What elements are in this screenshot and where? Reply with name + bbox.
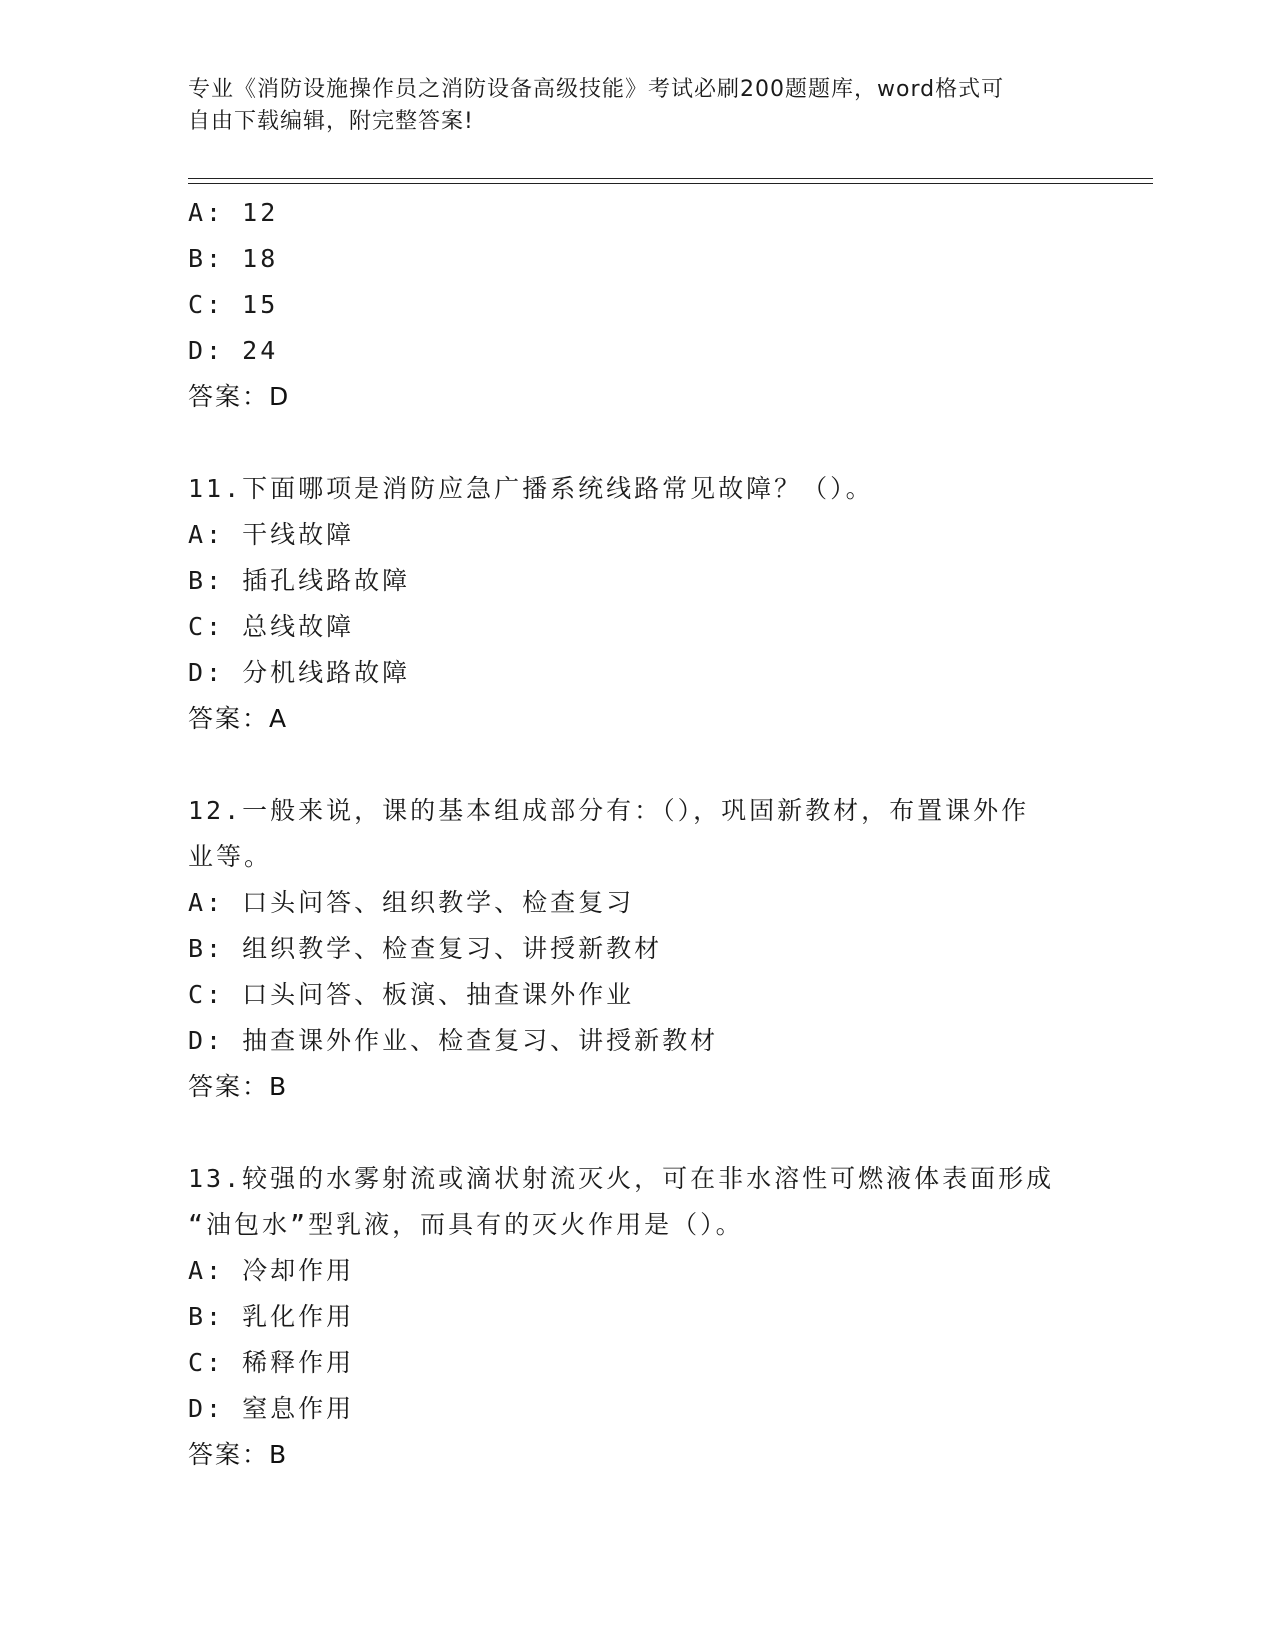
header-divider-top <box>188 178 1153 179</box>
question-text-line-1: 13.较强的水雾射流或滴状射流灭火，可在非水溶性可燃液体表面形成 <box>188 1164 1055 1193</box>
spacer <box>188 420 1088 466</box>
option-a: A: 冷却作用 <box>188 1256 355 1285</box>
option-d: D: 分机线路故障 <box>188 658 411 687</box>
answer: 答案：B <box>188 1440 289 1469</box>
option-a: A: 干线故障 <box>188 520 355 549</box>
option-b: B: 插孔线路故障 <box>188 566 411 595</box>
option-c: C: 15 <box>188 290 279 319</box>
option-b: B: 18 <box>188 244 279 273</box>
document-header <box>188 74 1088 138</box>
option-c: C: 口头问答、板演、抽查课外作业 <box>188 980 635 1009</box>
option-c: C: 总线故障 <box>188 612 355 641</box>
question-11 <box>188 466 1088 742</box>
question-10 <box>188 190 1088 420</box>
option-a: A: 12 <box>188 198 279 227</box>
option-c: C: 稀释作用 <box>188 1348 355 1377</box>
answer: 答案：B <box>188 1072 289 1101</box>
header-line-2: 自由下载编辑，附完整答案! <box>188 109 474 134</box>
question-list <box>188 190 1088 1478</box>
answer: 答案：D <box>188 382 291 411</box>
question-text-line-2: “油包水”型乳液，而具有的灭火作用是（）。 <box>188 1210 744 1239</box>
option-d: D: 窒息作用 <box>188 1394 355 1423</box>
spacer <box>188 1110 1088 1156</box>
question-13 <box>188 1156 1088 1478</box>
option-a: A: 口头问答、组织教学、检查复习 <box>188 888 635 917</box>
header-divider-bottom <box>188 183 1153 184</box>
question-12 <box>188 788 1088 1110</box>
option-b: B: 组织教学、检查复习、讲授新教材 <box>188 934 663 963</box>
header-line-1: 专业《消防设施操作员之消防设备高级技能》考试必刷200题题库，word格式可 <box>188 77 1005 102</box>
question-text-line-1: 12.一般来说，课的基本组成部分有：（），巩固新教材，布置课外作 <box>188 796 1030 825</box>
option-b: B: 乳化作用 <box>188 1302 355 1331</box>
option-d: D: 24 <box>188 336 279 365</box>
question-text-line-2: 业等。 <box>188 842 273 871</box>
spacer <box>188 742 1088 788</box>
option-d: D: 抽查课外作业、检查复习、讲授新教材 <box>188 1026 719 1055</box>
answer: 答案：A <box>188 704 289 733</box>
question-text: 11.下面哪项是消防应急广播系统线路常见故障？（）。 <box>188 474 874 503</box>
